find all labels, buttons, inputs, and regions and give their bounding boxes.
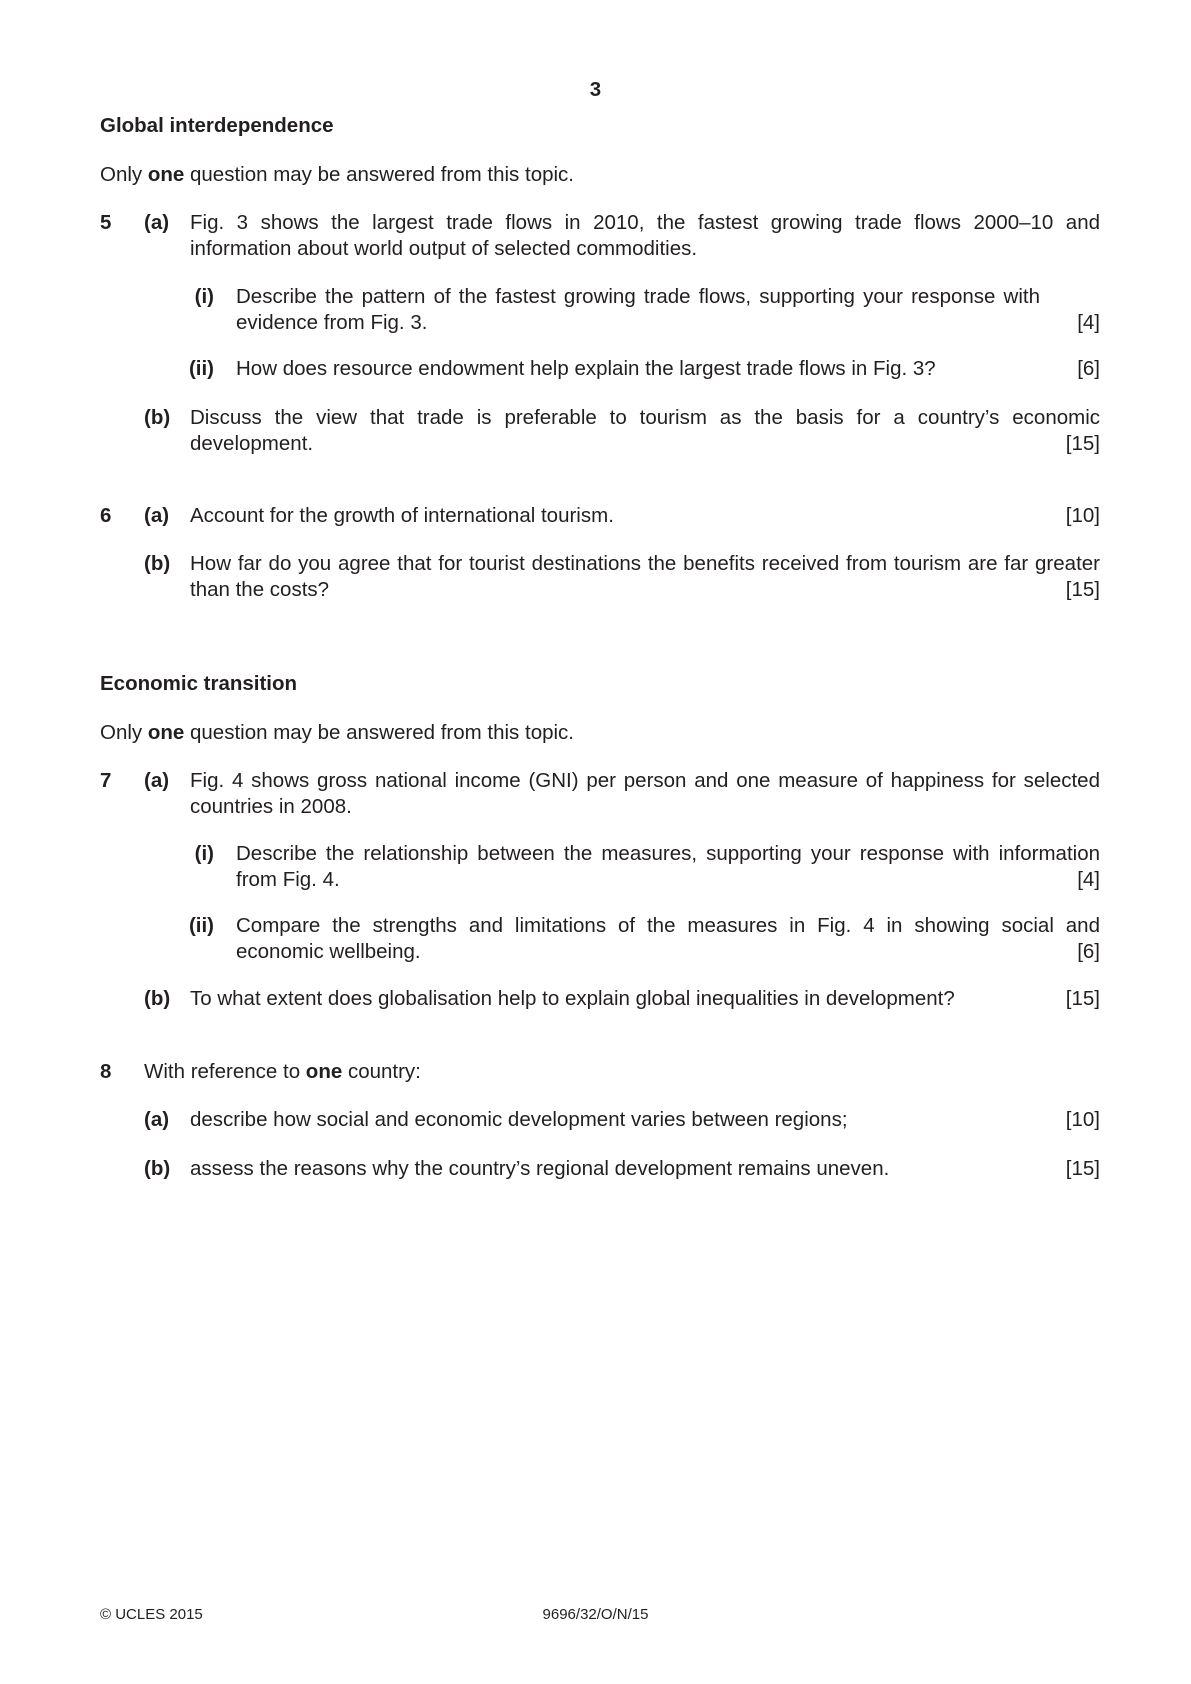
intro-pre: Only <box>100 163 148 186</box>
q6-part-a-text: Account for the growth of international tourism. <box>190 504 614 527</box>
q8-part-b-label: (b) <box>144 1157 171 1180</box>
q5-part-a-label: (a) <box>144 211 170 234</box>
q5-subpart-i-text: Describe the pattern of the fastest growing trade flows, supporting your response with evidence from Fig. 3. <box>236 285 1040 334</box>
q5-subpart-ii-text: How does resource endowment help explain the largest trade flows in Fig. 3? <box>236 357 936 380</box>
intro-pre: Only <box>100 721 148 744</box>
q6-part-a-label: (a) <box>144 504 170 527</box>
q6-part-b-label: (b) <box>144 552 171 575</box>
q8-part-b-marks: [15] <box>1065 1157 1100 1180</box>
question-number-7: 7 <box>100 769 112 792</box>
q7-subpart-i-label: (i) <box>194 842 214 865</box>
question-number-8: 8 <box>100 1060 112 1083</box>
q8-stem-pre: With reference to <box>144 1060 306 1083</box>
q5-subpart-ii-marks: [6] <box>1077 357 1100 380</box>
q5-part-a-text: Fig. 3 shows the largest trade flows in 2010, the fastest growing trade flows 2000–10 and information about world output of selected commodities. <box>190 211 1100 260</box>
q7-part-b-label: (b) <box>144 987 171 1010</box>
q5-part-b-label: (b) <box>144 406 171 429</box>
q7-subpart-ii-marks: [6] <box>1077 940 1100 963</box>
q5-subpart-ii-label: (ii) <box>188 357 214 380</box>
q8-part-a-marks: [10] <box>1065 1108 1100 1131</box>
q8-stem-bold: one <box>305 1060 343 1083</box>
section-heading-economic-transition: Economic transition <box>100 672 298 695</box>
q5-subpart-i <box>236 284 1100 336</box>
q7-subpart-ii-text: Compare the strengths and limitations of the measures in Fig. 4 in showing social and economic wellbeing. <box>236 914 1100 963</box>
q7-part-b-marks: [15] <box>1065 987 1100 1010</box>
section-intro <box>100 720 574 746</box>
page-number: 3 <box>589 78 602 101</box>
q7-part-a-text: Fig. 4 shows gross national income (GNI) per person and one measure of happiness for selected countries in 2008. <box>190 769 1100 818</box>
q8-part-a-label: (a) <box>144 1108 170 1131</box>
q8-stem-post: country: <box>342 1060 421 1083</box>
q7-subpart-i-marks: [4] <box>1077 868 1100 891</box>
q7-part-a-label: (a) <box>144 769 170 792</box>
footer-paper-code: 9696/32/O/N/15 <box>542 1606 649 1623</box>
q5-part-b-marks: [15] <box>1065 432 1100 455</box>
q8-part-b-text: assess the reasons why the country’s regional development remains uneven. <box>190 1157 890 1180</box>
question-number-6: 6 <box>100 504 112 527</box>
section-intro <box>100 162 574 188</box>
q6-part-b-marks: [15] <box>1065 578 1100 601</box>
q5-subpart-i-marks: [4] <box>1077 311 1100 334</box>
q8-stem <box>144 1059 1100 1085</box>
q6-part-b-text: How far do you agree that for tourist destinations the benefits received from tourism are far greater than the costs? <box>190 552 1100 601</box>
intro-bold: one <box>147 721 185 744</box>
q7-subpart-i-text: Describe the relationship between the measures, supporting your response with information from Fig. 4. <box>236 842 1100 891</box>
q7-part-b-text: To what extent does globalisation help to explain global inequalities in development? <box>190 987 955 1010</box>
intro-post: question may be answered from this topic. <box>184 163 575 186</box>
footer-copyright: © UCLES 2015 <box>100 1606 203 1623</box>
intro-post: question may be answered from this topic. <box>184 721 575 744</box>
q7-subpart-ii-label: (ii) <box>188 914 214 937</box>
q6-part-a-marks: [10] <box>1065 504 1100 527</box>
question-number-5: 5 <box>100 211 112 234</box>
q5-part-b-text: Discuss the view that trade is preferable to tourism as the basis for a country’s economic development. <box>190 406 1100 455</box>
intro-bold: one <box>147 163 185 186</box>
q5-subpart-i-label: (i) <box>194 285 214 308</box>
q8-part-a-text: describe how social and economic development varies between regions; <box>190 1108 848 1131</box>
section-heading-global-interdependence: Global interdependence <box>100 114 334 137</box>
